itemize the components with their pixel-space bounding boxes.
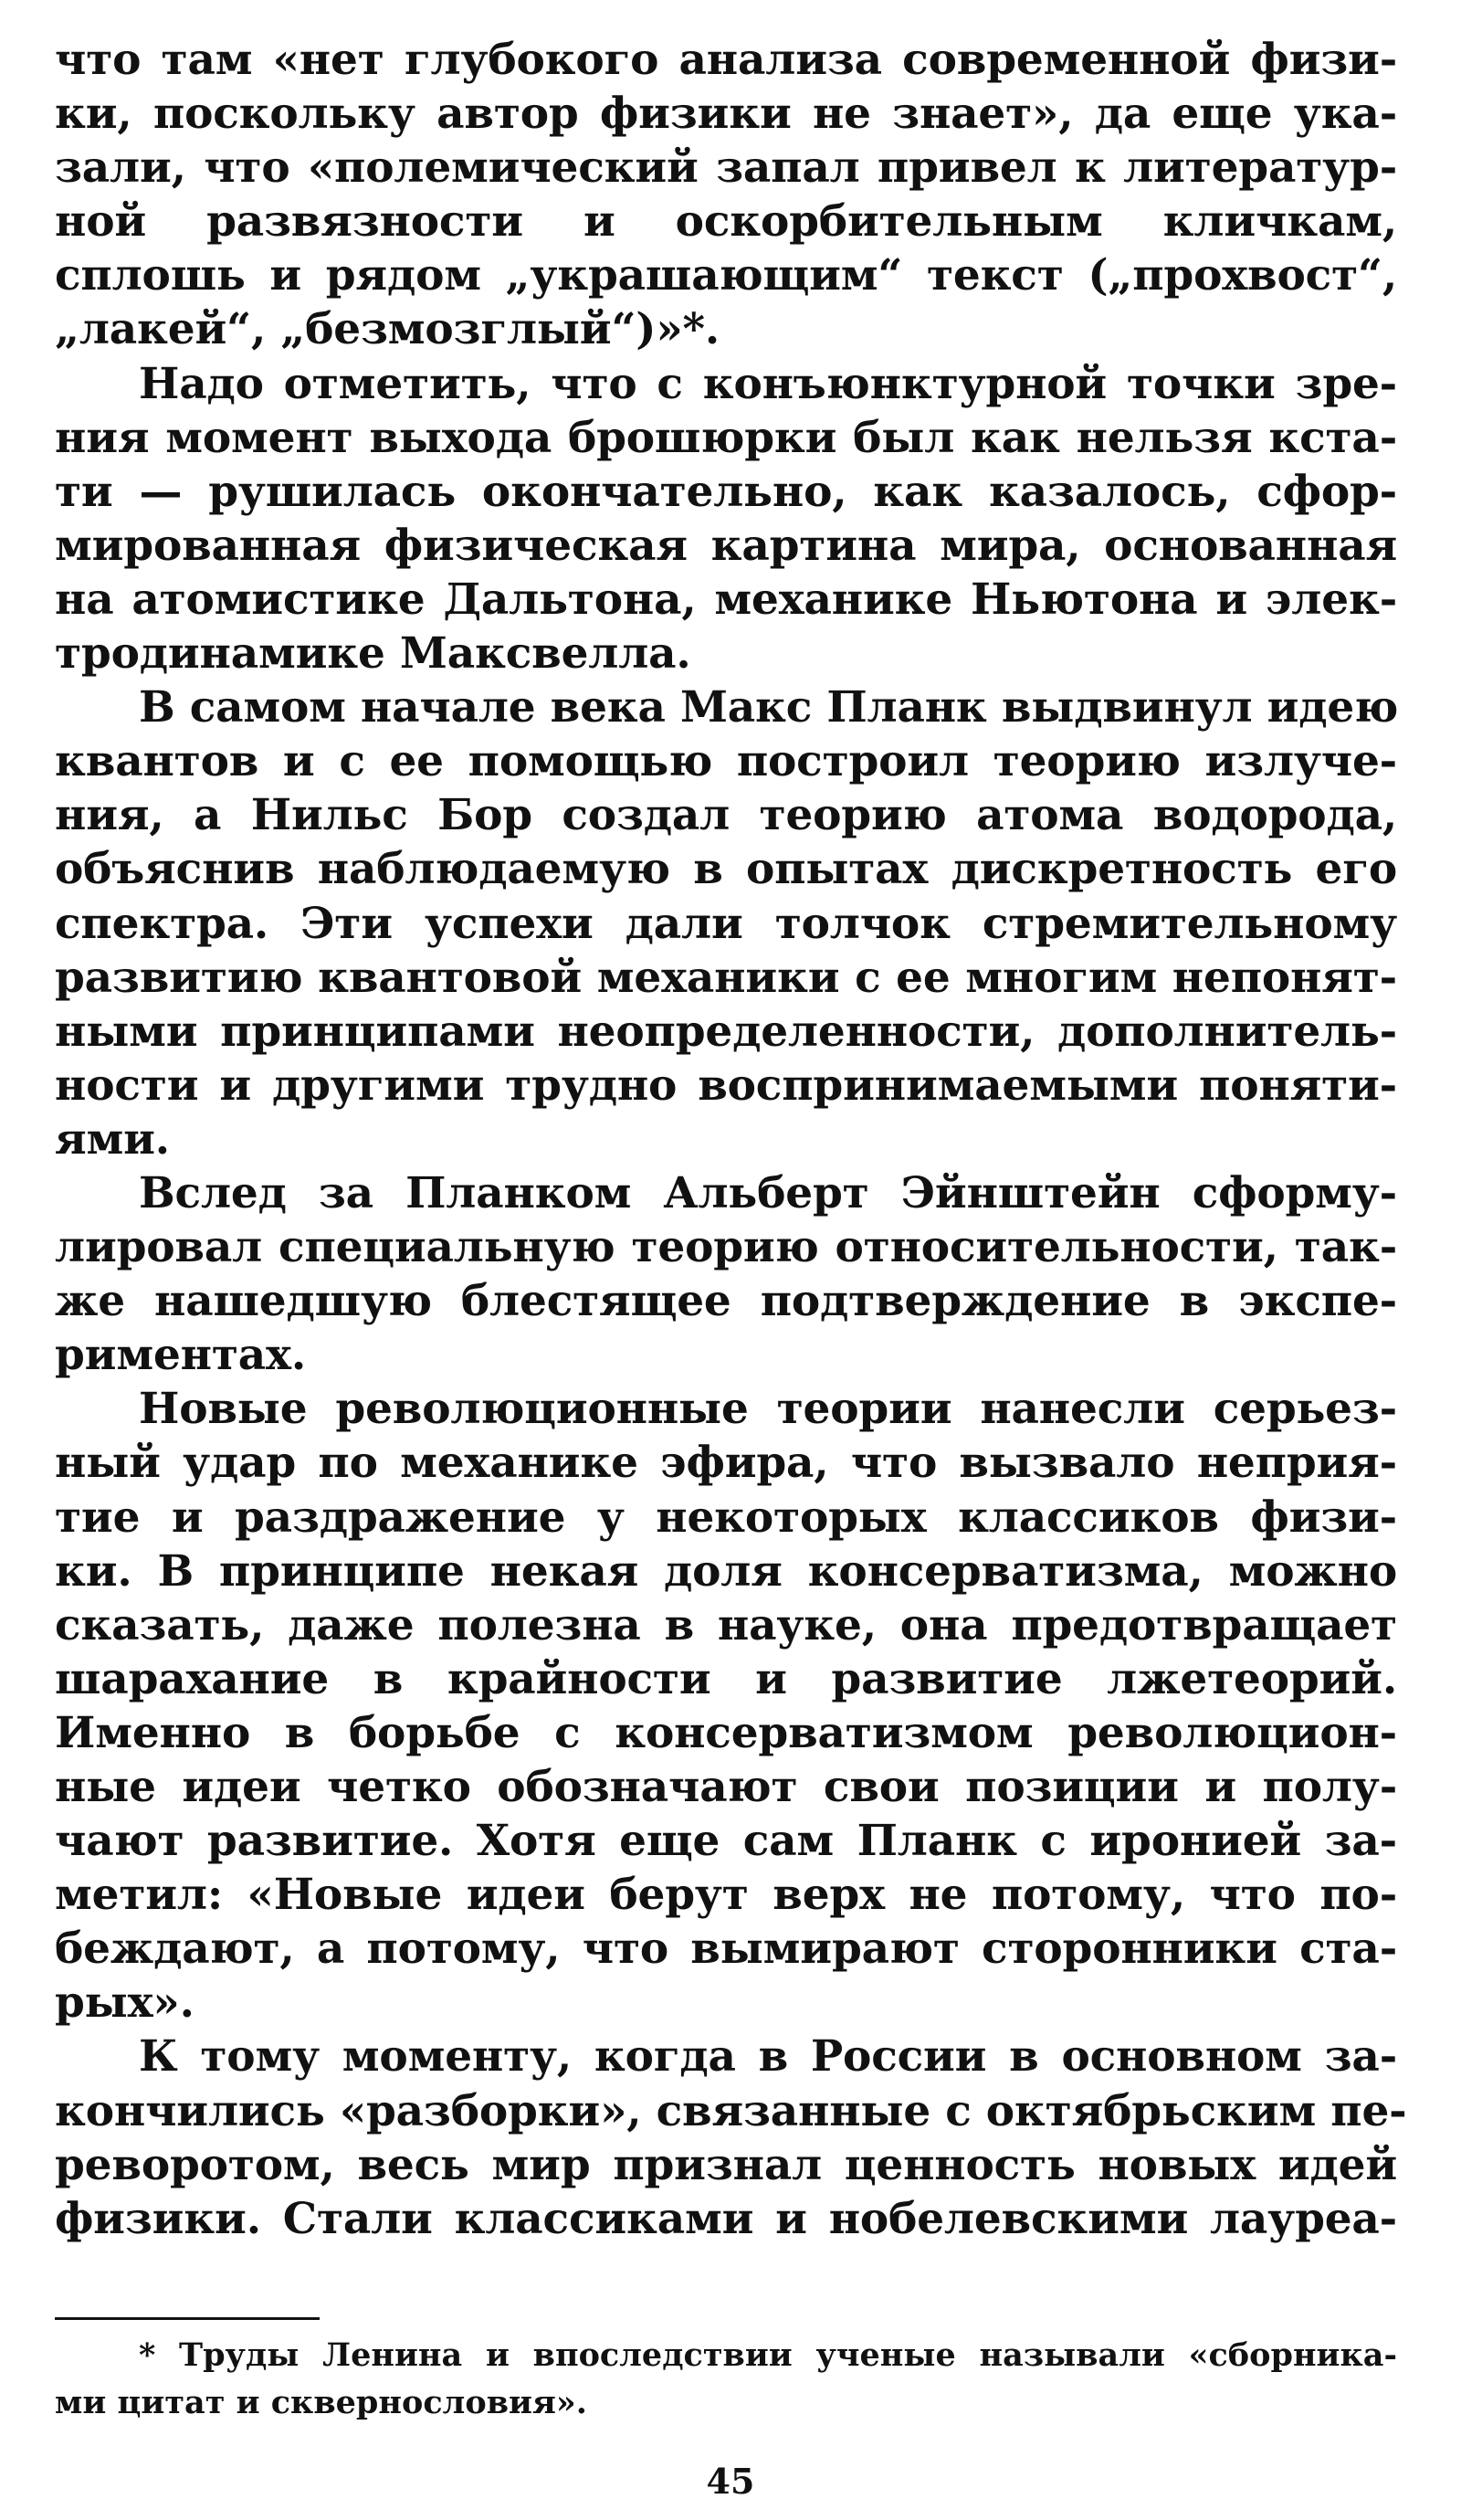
text-line: метил: «Новые идеи берут верх не потому, что по- (55, 1870, 1397, 1921)
text-line: ности и другими трудно воспринимаемыми поняти- (55, 1060, 1397, 1111)
footnote-divider (55, 2317, 320, 2320)
text-line: чают развитие. Хотя еще сам Планк с иронией за- (55, 1816, 1397, 1867)
text-line: ями. (55, 1113, 170, 1165)
text-line: лировал специальную теорию относительности, так- (55, 1222, 1397, 1273)
text-line: спектра. Эти успехи дали толчок стремительному (55, 898, 1397, 949)
text-line: ния, а Нильс Бор создал теорию атома водорода, (55, 790, 1397, 841)
text-line: мированная физическая картина мира, основанная (55, 520, 1397, 571)
text-line: что там «нет глубокого анализа современной физи- (55, 35, 1397, 85)
paragraph-first-line: К тому моменту, когда в России в основном за- (139, 2031, 1397, 2082)
paragraph-first-line: Вслед за Планком Альберт Эйнштейн сформу- (139, 1167, 1397, 1218)
page-number: 45 (706, 2461, 755, 2502)
text-line: „лакей“, „безмозглый“)»*. (55, 304, 720, 355)
text-line: сказать, даже полезна в науке, она предотвращает (55, 1599, 1397, 1650)
text-line: ной развязности и оскорбительным кличкам, (55, 196, 1397, 248)
text-line: объяснив наблюдаемую в опытах дискретность его (55, 844, 1397, 895)
text-line: Именно в борьбе с консерватизмом революцион- (55, 1707, 1397, 1758)
footnote-line: ми цитат и сквернословия». (55, 2384, 587, 2421)
text-line: ки, поскольку автор физики не знает», да еще ука- (55, 89, 1397, 140)
footnote (55, 2332, 1397, 2427)
paragraph-first-line: Надо отметить, что с конъюнктурной точки зре- (139, 358, 1397, 409)
text-line: реворотом, весь мир признал ценность новых идей (55, 2139, 1397, 2190)
text-line: тродинамике Максвелла. (55, 628, 691, 680)
text-line: ния момент выхода брошюрки был как нельзя кста- (55, 412, 1397, 463)
text-line: шарахание в крайности и развитие лжетеорий. (55, 1653, 1397, 1704)
text-line: риментах. (55, 1330, 307, 1381)
text-line: ки. В принципе некая доля консерватизма, можно (55, 1545, 1397, 1597)
text-line: ные идеи четко обозначают свои позиции и полу- (55, 1762, 1397, 1812)
text-line: на атомистике Дальтона, механике Ньютона и элек- (55, 574, 1397, 625)
text-line: физики. Стали классиками и нобелевскими лауреа- (55, 2193, 1397, 2244)
page-body (55, 33, 1407, 2246)
text-line: же нашедшую блестящее подтверждение в экспе- (55, 1276, 1397, 1327)
text-line: беждают, а потому, что вымирают сторонники ста- (55, 1924, 1397, 1975)
text-line: сплошь и рядом „украшающим“ текст („прохвост“, (55, 250, 1397, 301)
text-line: тие и раздражение у некоторых классиков физи- (55, 1492, 1397, 1543)
text-line: квантов и с ее помощью построил теорию излуче- (55, 736, 1397, 787)
paragraph-first-line: Новые революционные теории нанесли серьез- (139, 1384, 1397, 1435)
paragraph-first-line: В самом начале века Макс Планк выдвинул идею (139, 682, 1399, 733)
text-line: зали, что «полемический запал привел к литератур- (55, 142, 1397, 194)
text-line: ти — рушилась окончательно, как казалось, сфор- (55, 466, 1397, 517)
text-line: ными принципами неопределенности, дополнитель- (55, 1006, 1397, 1057)
text-line: ный удар по механике эфира, что вызвало неприя- (55, 1438, 1397, 1489)
text-line: развитию квантовой механики с ее многим непонят- (55, 952, 1397, 1003)
text-line: кончились «разборки», связанные с октябрьским пе- (55, 2085, 1407, 2136)
text-line: рых». (55, 1977, 194, 2029)
footnote-line: * Труды Ленина и впоследствии ученые называли «сборника- (139, 2336, 1397, 2374)
